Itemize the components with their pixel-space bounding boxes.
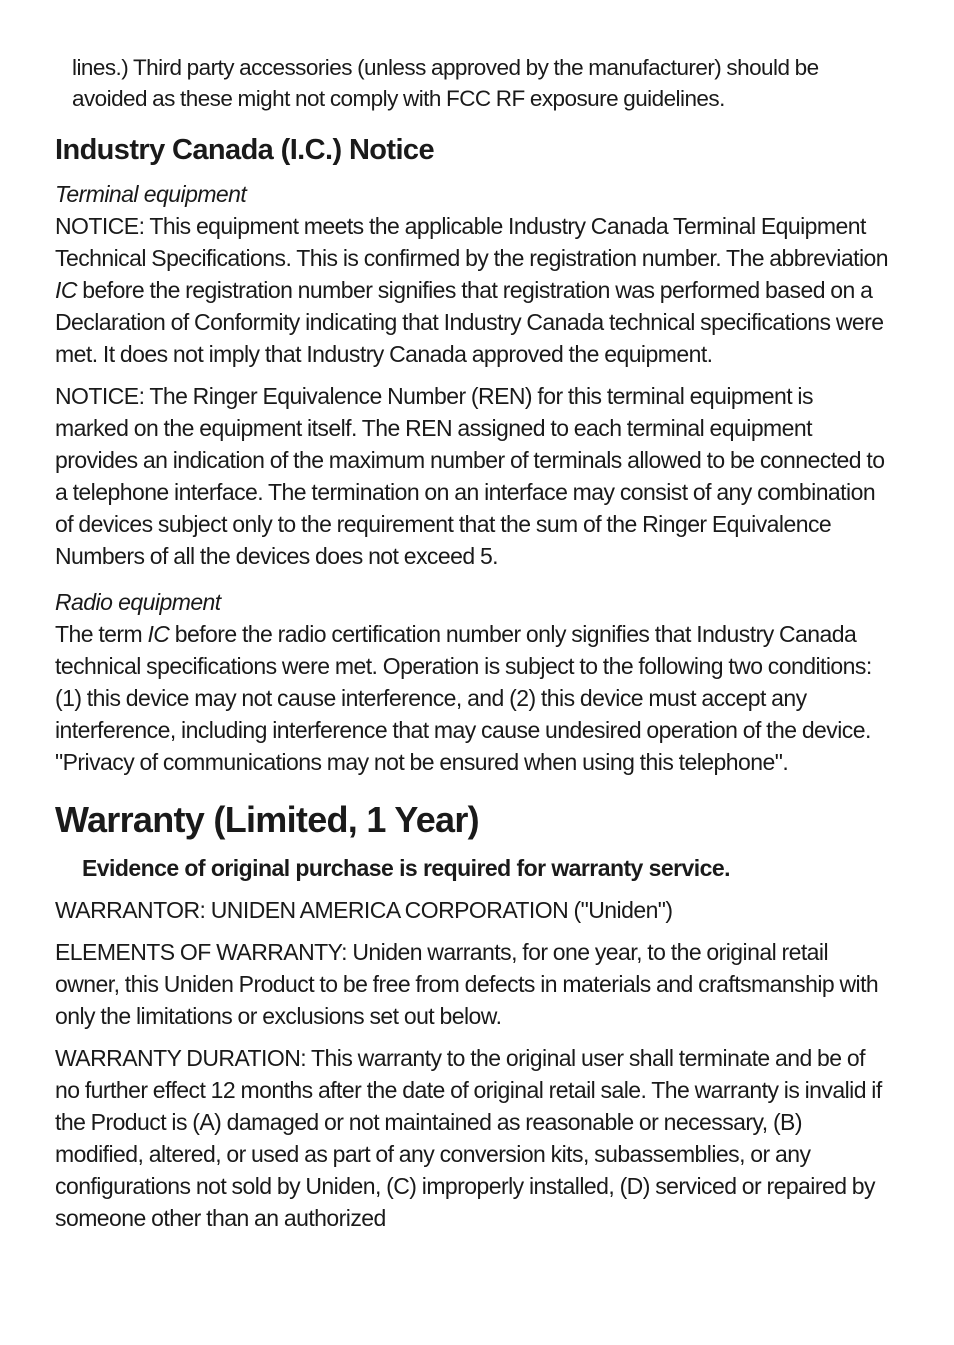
warranty-evidence-note: Evidence of original purchase is required for warranty service. xyxy=(82,855,730,881)
terminal-notice-ic-abbrev: IC xyxy=(55,277,77,303)
ren-notice-paragraph: NOTICE: The Ringer Equivalence Number (REN) for this terminal equipment is marked on the equipment itself. The REN assigned to each terminal equipment provides an indication of the maximum number of terminals allowed to be connected to a telephone interface. The termination on an interface may consist of any combination of devices subject only to the requirement that the sum of the Ringer Equivalence Numbers of all the devices does not exceed 5. xyxy=(55,383,885,569)
radio-notice-paragraph xyxy=(55,618,890,778)
terminal-notice-text-b: before the registration number signifies that registration was performed based on a Declaration of Conformity indicating that Industry Canada technical specifications were met. It does not imply that Industry Canada approved the equipment. xyxy=(55,277,884,367)
radio-notice-ic-abbrev: IC xyxy=(147,621,170,647)
terminal-equipment-subheading: Terminal equipment xyxy=(55,181,247,207)
elements-of-warranty-paragraph: ELEMENTS OF WARRANTY: Uniden warrants, for one year, to the original retail owner, this Uniden Product to be free from defects in materials and craftsmanship with only the limitations or exclusions set out below. xyxy=(55,939,879,1029)
warranty-duration-paragraph: WARRANTY DURATION: This warranty to the original user shall terminate and be of no further effect 12 months after the date of original retail sale. The warranty is invalid if the Product is (A) damaged or not maintained as reasonable or necessary, (B) modified, altered, or used as part of any conversion kits, subassemblies, or any configurations not sold by Uniden, (C) improperly installed, (D) serviced or repaired by someone other than an authorized xyxy=(55,1045,882,1231)
radio-notice-text-b: before the radio certification number only signifies that Industry Canada technical specifications were met. Operation is subject to the following two conditions: (1) this device may not cause interference, and (2) this device must accept any interference, including interference that may cause undesired operation of the device. "Privacy of communications may not be ensured when using this telephone". xyxy=(55,621,872,775)
intro-paragraph: lines.) Third party accessories (unless approved by the manufacturer) should be avoided as these might not comply with FCC RF exposure guidelines. xyxy=(72,55,819,111)
ic-notice-heading: Industry Canada (I.C.) Notice xyxy=(55,134,434,166)
radio-notice-text-a: The term xyxy=(55,621,148,647)
terminal-notice-text-a: NOTICE: This equipment meets the applicable Industry Canada Terminal Equipment Technical Specifications. This is confirmed by the registration number. The abbreviation xyxy=(55,213,888,271)
terminal-notice-paragraph xyxy=(55,210,890,370)
document-page xyxy=(55,52,890,1234)
warrantor-paragraph: WARRANTOR: UNIDEN AMERICA CORPORATION ("Uniden") xyxy=(55,897,673,923)
radio-equipment-subheading: Radio equipment xyxy=(55,589,221,615)
warranty-heading: Warranty (Limited, 1 Year) xyxy=(55,799,479,840)
